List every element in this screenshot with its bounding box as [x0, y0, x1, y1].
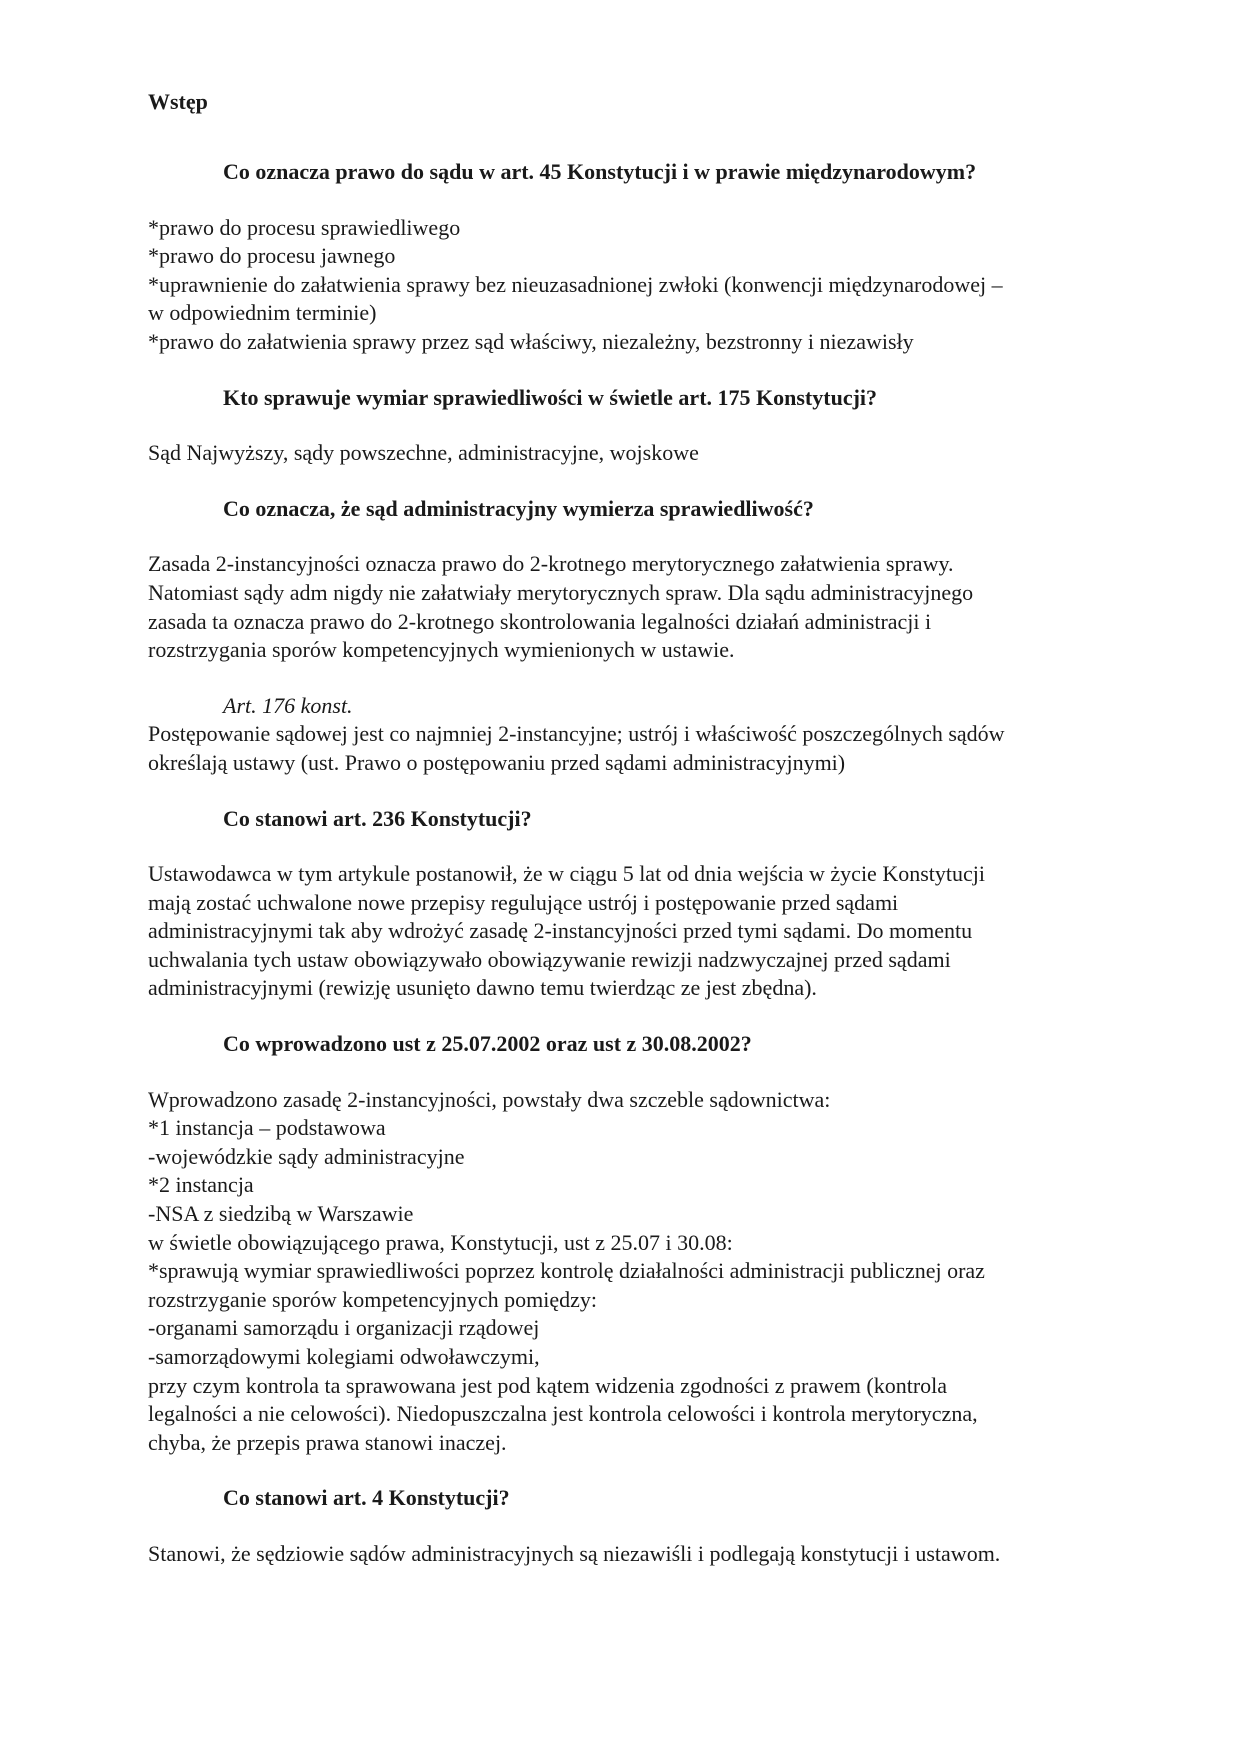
section-question: Kto sprawuje wymiar sprawiedliwości w świetle art. 175 Konstytucji? [223, 384, 878, 410]
answer-line: *sprawują wymiar sprawiedliwości poprzez kontrolę działalności administracji publicznej oraz [148, 1258, 985, 1284]
answer-line: w świetle obowiązującego prawa, Konstytucji, ust z 25.07 i 30.08: [148, 1229, 733, 1255]
document-page [148, 88, 1128, 1569]
answer-line: rozstrzygania sporów kompetencyjnych wymienionych w ustawie. [148, 637, 735, 663]
answer-line: *prawo do procesu sprawiedliwego [148, 214, 461, 240]
section-answer [148, 214, 1128, 357]
article-line: Postępowanie sądowej jest co najmniej 2-instancyjne; ustrój i właściwość poszczególnych sądów [148, 721, 1005, 747]
answer-line: mają zostać uchwalone nowe przepisy regulujące ustrój i postępowanie przed sądami [148, 889, 899, 915]
section-question: Co oznacza prawo do sądu w art. 45 Konstytucji i w prawie międzynarodowym? [223, 159, 977, 184]
answer-line: *prawo do załatwienia sprawy przez sąd właściwy, niezależny, bezstronny i niezawisły [148, 328, 914, 354]
section-question: Co stanowi art. 236 Konstytucji? [223, 805, 532, 831]
answer-line: administracyjnymi (rewizję usunięto dawno temu twierdząc ze jest zbędna). [148, 975, 817, 1001]
article-reference: Art. 176 konst. [223, 692, 353, 718]
answer-line: *2 instancja [148, 1172, 254, 1198]
answer-line: -samorządowymi kolegiami odwoławczymi, [148, 1344, 540, 1369]
section-answer [148, 860, 1128, 1003]
section-question: Co stanowi art. 4 Konstytucji? [223, 1485, 510, 1511]
answer-line: *1 instancja – podstawowa [148, 1115, 386, 1141]
answer-line: -organami samorządu i organizacji rządowej [148, 1315, 540, 1341]
section-question: Co wprowadzono ust z 25.07.2002 oraz ust z 30.08.2002? [223, 1031, 752, 1057]
answer-line: chyba, że przepis prawa stanowi inaczej. [148, 1429, 507, 1455]
answer-line: Wprowadzono zasadę 2-instancyjności, powstały dwa szczeble sądownictwa: [148, 1086, 831, 1112]
section-answer [148, 1086, 1128, 1458]
answer-line: administracyjnymi tak aby wdrożyć zasadę 2-instancyjności przed tymi sądami. Do momentu [148, 918, 973, 944]
answer-line: rozstrzyganie sporów kompetencyjnych pomiędzy: [148, 1286, 598, 1312]
answer-line: *uprawnienie do załatwienia sprawy bez nieuzasadnionej zwłoki (konwencji międzynarodowej – [148, 271, 1003, 297]
answer-line: uchwalania tych ustaw obowiązywało obowiązywanie rewizji nadzwyczajnej przed sądami [148, 946, 951, 972]
answer-line: w odpowiednim terminie) [148, 300, 377, 326]
document-title: Wstęp [148, 89, 208, 114]
answer-line: Stanowi, że sędziowie sądów administracyjnych są niezawiśli i podlegają konstytucji i ustawom. [148, 1540, 1001, 1566]
answer-line: Zasada 2-instancyjności oznacza prawo do 2-krotnego merytorycznego załatwienia sprawy. [148, 551, 954, 577]
article-line: określają ustawy (ust. Prawo o postępowaniu przed sądami administracyjnymi) [148, 749, 846, 775]
section-answer [148, 550, 1128, 664]
section-answer [148, 1540, 1128, 1569]
answer-line: przy czym kontrola ta sprawowana jest pod kątem widzenia zgodności z prawem (kontrola [148, 1372, 948, 1398]
answer-line: Sąd Najwyższy, sądy powszechne, administracyjne, wojskowe [148, 440, 699, 466]
answer-line: Natomiast sądy adm nigdy nie załatwiały merytorycznych spraw. Dla sądu administracyjnego [148, 579, 974, 605]
answer-line: zasada ta oznacza prawo do 2-krotnego skontrolowania legalności działań administracji i [148, 608, 932, 634]
article-quote [148, 692, 1128, 778]
answer-line: Ustawodawca w tym artykule postanowił, że w ciągu 5 lat od dnia wejścia w życie Konstytucji [148, 861, 985, 887]
answer-line: -NSA z siedzibą w Warszawie [148, 1201, 414, 1227]
answer-line: *prawo do procesu jawnego [148, 243, 396, 269]
section-answer [148, 439, 1128, 468]
answer-line: legalności a nie celowości). Niedopuszczalna jest kontrola celowości i kontrola merytoryczna, [148, 1401, 978, 1427]
answer-line: -wojewódzkie sądy administracyjne [148, 1143, 465, 1169]
section-question: Co oznacza, że sąd administracyjny wymierza sprawiedliwość? [223, 495, 814, 521]
